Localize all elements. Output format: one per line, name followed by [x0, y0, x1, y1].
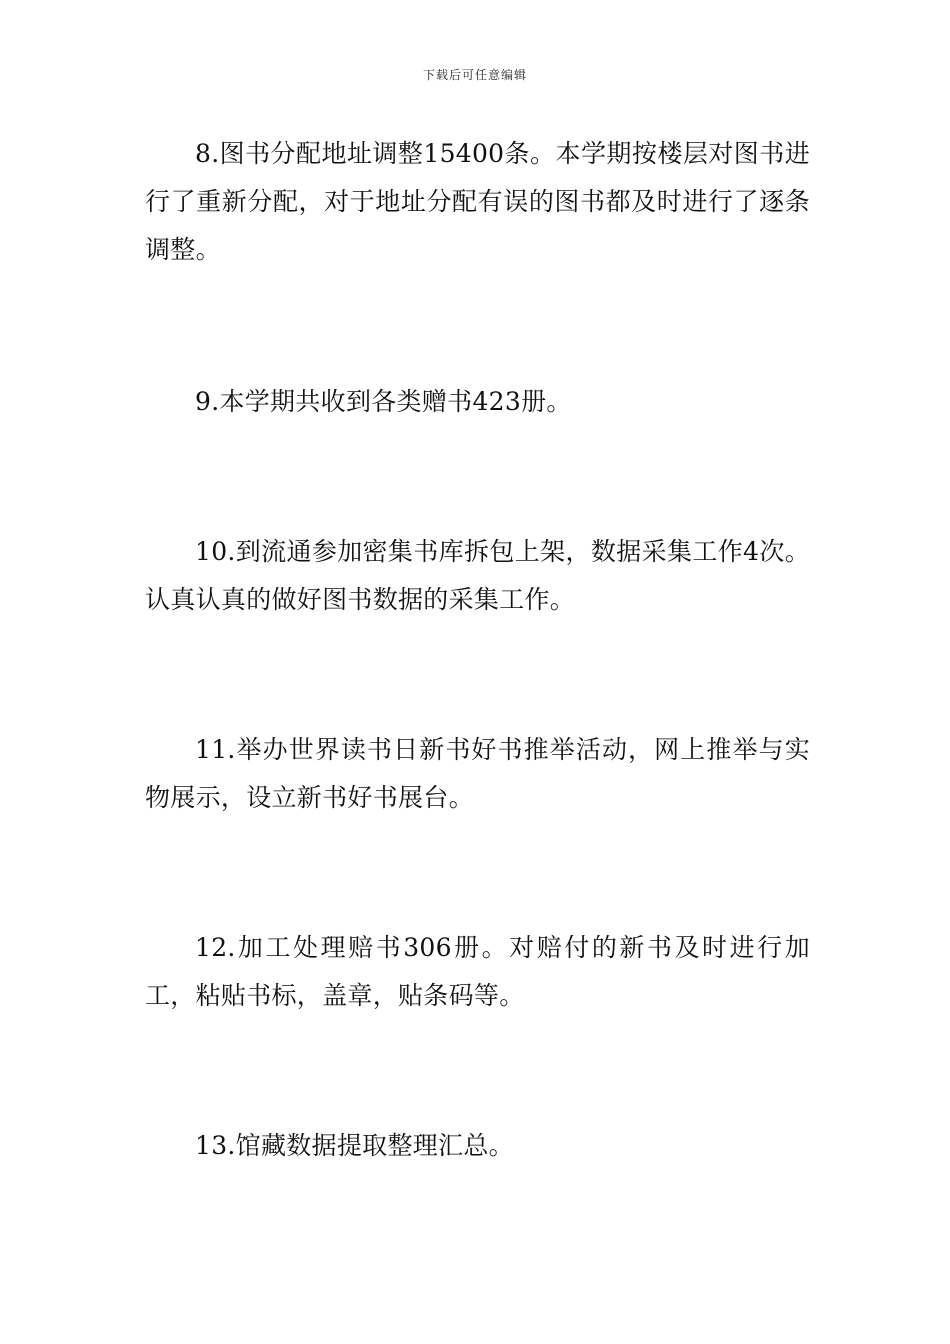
paragraph-item-12: 12.加工处理赔书306册。对赔付的新书及时进行加工，粘贴书标，盖章，贴条码等。 [145, 933, 810, 1010]
paragraph-item-9: 9.本学期共收到各类赠书423册。 [195, 387, 572, 416]
paragraph-item-10: 10.到流通参加密集书库拆包上架，数据采集工作4次。认真认真的做好图书数据的采集工作。 [145, 537, 810, 614]
paragraph-item-11: 11.举办世界读书日新书好书推举活动，网上推举与实物展示，设立新书好书展台。 [145, 735, 810, 812]
header-note: 下载后可任意编辑 [422, 68, 527, 82]
paragraph-item-13: 13.馆藏数据提取整理汇总。 [195, 1131, 514, 1160]
paragraph-item-8: 8.图书分配地址调整15400条。本学期按楼层对图书进行了重新分配，对于地址分配有误的图书都及时进行了逐条调整。 [145, 139, 810, 264]
